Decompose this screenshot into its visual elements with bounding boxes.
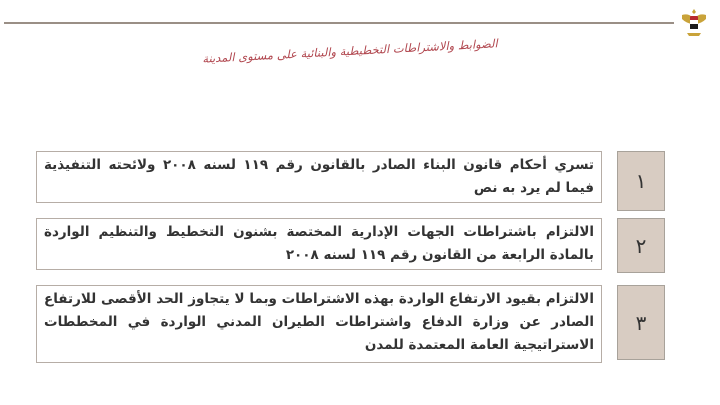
item-number: ٢: [617, 218, 665, 273]
item-number: ٣: [617, 285, 665, 360]
page-title: الضوابط والاشتراطات التخطيطية والبنائية على مستوى المدينة: [201, 36, 499, 66]
header-divider: [4, 22, 674, 24]
item-text: الالتزام بقيود الارتفاع الواردة بهذه الاشتراطات وبما لا يتجاوز الحد الأقصى للارتفاع الصادر عن وزارة الدفاع واشتراطات الطيران المدني الواردة في المخططات الاستراتيجية العامة المعتمدة للمدن: [36, 285, 602, 363]
item-text: تسري أحكام قانون البناء الصادر بالقانون رقم ١١٩ لسنه ٢٠٠٨ ولائحته التنفيذية فيما لم يرد به نص: [36, 151, 602, 203]
item-number: ١: [617, 151, 665, 211]
item-text: الالتزام باشتراطات الجهات الإدارية المختصة بشنون التخطيط والتنظيم الواردة بالمادة الرابعة من القانون رقم ١١٩ لسنه ٢٠٠٨: [36, 218, 602, 270]
eagle-emblem-icon: [680, 6, 708, 40]
